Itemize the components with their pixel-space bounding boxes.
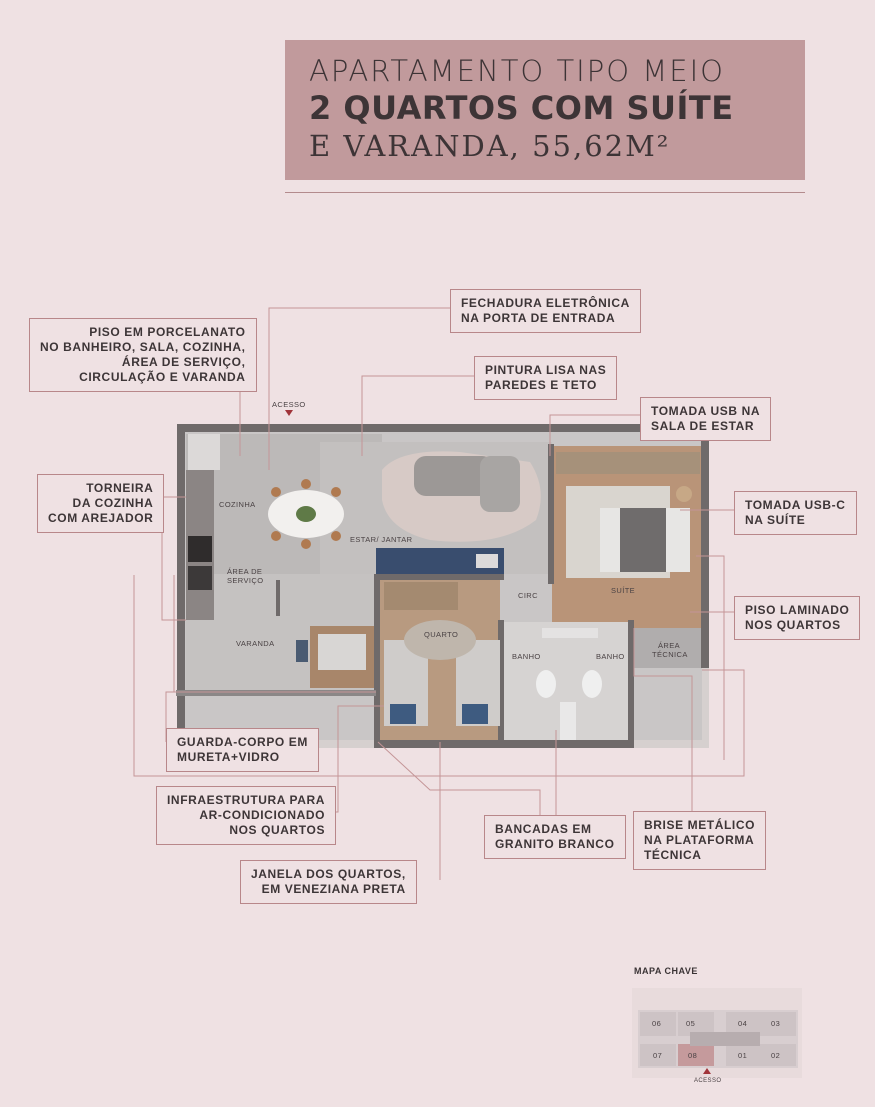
- title-line-3: E VARANDA, 55,62M²: [309, 129, 671, 163]
- key-unit-01: 01: [738, 1051, 748, 1060]
- title-line-1: APARTAMENTO TIPO MEIO: [309, 54, 725, 88]
- callout-guarda-corpo: GUARDA-CORPO EM MURETA+VIDRO: [166, 728, 319, 772]
- key-unit-05: 05: [686, 1019, 696, 1028]
- key-unit-06: 06: [652, 1019, 662, 1028]
- key-unit-03: 03: [771, 1019, 781, 1028]
- key-acesso-label: ACESSO: [694, 1078, 722, 1084]
- plan-label-varanda: VARANDA: [236, 639, 275, 648]
- callout-piso-porcelanato: PISO EM PORCELANATO NO BANHEIRO, SALA, COZINHA, ÁREA DE SERVIÇO, CIRCULAÇÃO E VARANDA: [29, 318, 257, 392]
- plan-label-banho-1: BANHO: [512, 652, 541, 661]
- plan-label-area-tecnica-1: ÁREA: [658, 641, 681, 650]
- callout-brise: BRISE METÁLICO NA PLATAFORMA TÉCNICA: [633, 811, 766, 870]
- plan-label-quarto: QUARTO: [424, 630, 459, 639]
- key-map: [632, 988, 802, 1084]
- plan-label-area-tecnica-2: TÉCNICA: [652, 650, 688, 659]
- callout-tomada-usb: TOMADA USB NA SALA DE ESTAR: [640, 397, 771, 441]
- callout-torneira: TORNEIRA DA COZINHA COM AREJADOR: [37, 474, 164, 533]
- plan-label-estar-jantar: ESTAR/ JANTAR: [350, 535, 413, 544]
- key-unit-04: 04: [738, 1019, 748, 1028]
- callout-fechadura: FECHADURA ELETRÔNICA NA PORTA DE ENTRADA: [450, 289, 641, 333]
- callout-janela: JANELA DOS QUARTOS, EM VENEZIANA PRETA: [240, 860, 417, 904]
- plan-label-area-servico-1: ÁREA DE: [227, 567, 263, 576]
- plan-label-suite: SUÍTE: [611, 586, 636, 595]
- callout-tomada-usbc: TOMADA USB-C NA SUÍTE: [734, 491, 857, 535]
- plan-label-acesso: ACESSO: [272, 400, 306, 409]
- plan-label-area-servico-2: SERVIÇO: [227, 576, 264, 585]
- key-unit-02: 02: [771, 1051, 781, 1060]
- callout-piso-laminado: PISO LAMINADO NOS QUARTOS: [734, 596, 860, 640]
- callout-pintura: PINTURA LISA NAS PAREDES E TETO: [474, 356, 617, 400]
- title-line-2: 2 QUARTOS COM SUÍTE: [309, 89, 734, 127]
- key-unit-07: 07: [653, 1051, 663, 1060]
- plan-label-circ: CIRC: [518, 591, 538, 600]
- plan-label-banho-2: BANHO: [596, 652, 625, 661]
- key-unit-08: 08: [688, 1051, 698, 1060]
- plan-label-cozinha: COZINHA: [219, 500, 256, 509]
- key-map-title: MAPA CHAVE: [634, 966, 698, 976]
- callout-bancadas: BANCADAS EM GRANITO BRANCO: [484, 815, 626, 859]
- callout-infraestrutura: INFRAESTRUTURA PARA AR-CONDICIONADO NOS QUARTOS: [156, 786, 336, 845]
- acesso-arrow-icon: [285, 410, 293, 416]
